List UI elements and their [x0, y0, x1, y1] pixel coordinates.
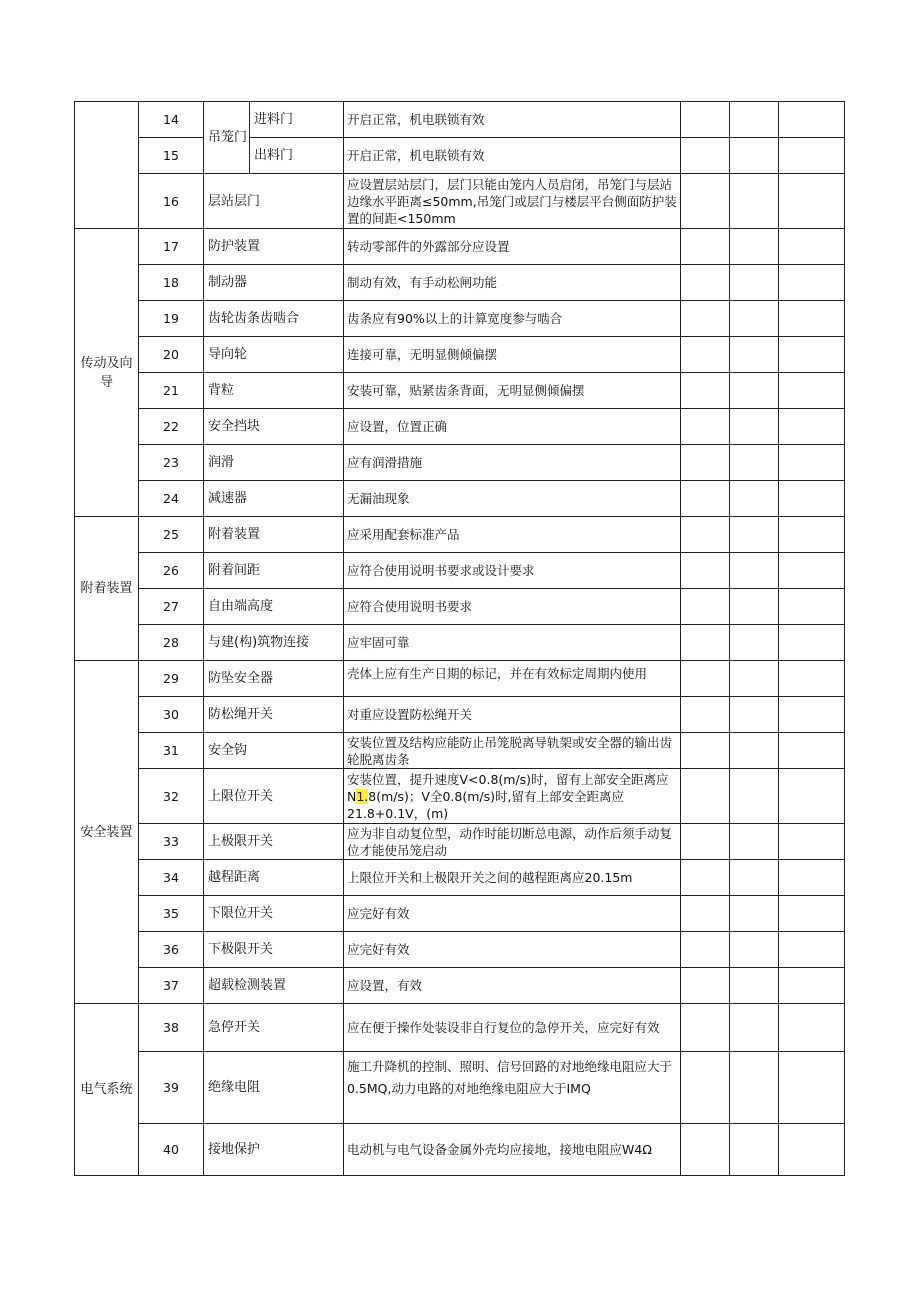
result-cell [730, 373, 779, 409]
remark-cell [779, 625, 845, 661]
requirement-text: 无漏油现象 [344, 481, 681, 517]
item-name: 齿轮齿条齿啮合 [204, 301, 344, 337]
requirement-part: 安装位置，提升速度V<0.8(m/s)时，留有上部安全距离应N [347, 771, 669, 804]
requirement-text: 开启正常，机电联锁有效 [344, 138, 681, 174]
row-number: 26 [139, 553, 204, 589]
result-cell [730, 1124, 779, 1176]
remark-cell [779, 409, 845, 445]
requirement-text: 安装位置及结构应能防止吊笼脱离导轨架或安全器的输出齿轮脱离齿条 [344, 733, 681, 769]
item-name: 层站层门 [204, 174, 344, 229]
result-cell [730, 301, 779, 337]
result-cell [730, 661, 779, 697]
category-cell-attachment: 附着装置 [75, 517, 139, 661]
row-number: 16 [139, 174, 204, 229]
remark-cell [779, 373, 845, 409]
row-number: 21 [139, 373, 204, 409]
row-number: 31 [139, 733, 204, 769]
requirement-text: 对重应设置防松绳开关 [344, 697, 681, 733]
result-cell [681, 860, 730, 896]
remark-cell [779, 337, 845, 373]
result-cell [681, 625, 730, 661]
result-cell [730, 445, 779, 481]
row-number: 38 [139, 1004, 204, 1052]
remark-cell [779, 896, 845, 932]
row-number: 19 [139, 301, 204, 337]
table-row [75, 174, 845, 229]
requirement-part: 8(m/s)；V全0.8(m/s)时,留有上部安全距离应21.8+0.1V，(m) [347, 788, 624, 821]
result-cell [681, 896, 730, 932]
result-cell [730, 968, 779, 1004]
row-number: 27 [139, 589, 204, 625]
requirement-text: 开启正常，机电联锁有效 [344, 102, 681, 138]
table-row [75, 445, 845, 481]
remark-cell [779, 102, 845, 138]
result-cell [730, 860, 779, 896]
table-row [75, 769, 845, 824]
remark-cell [779, 445, 845, 481]
item-name: 接地保护 [204, 1124, 344, 1176]
result-cell [681, 733, 730, 769]
result-cell [681, 1004, 730, 1052]
result-cell [681, 769, 730, 824]
result-cell [681, 481, 730, 517]
result-cell [730, 553, 779, 589]
table-row [75, 337, 845, 373]
item-name: 防护装置 [204, 229, 344, 265]
item-name: 出料门 [250, 138, 344, 174]
remark-cell [779, 481, 845, 517]
remark-cell [779, 824, 845, 860]
requirement-text: 应在便于操作处装设非自行复位的急停开关，应完好有效 [344, 1004, 681, 1052]
table-row [75, 860, 845, 896]
table-row [75, 301, 845, 337]
remark-cell [779, 932, 845, 968]
item-name: 下极限开关 [204, 932, 344, 968]
row-number: 29 [139, 661, 204, 697]
item-name: 制动器 [204, 265, 344, 301]
requirement-text: 应完好有效 [344, 896, 681, 932]
table-row [75, 138, 845, 174]
table-row [75, 517, 845, 553]
remark-cell [779, 733, 845, 769]
remark-cell [779, 661, 845, 697]
requirement-text: 壳体上应有生产日期的标记，并在有效标定周期内使用 [344, 661, 681, 697]
row-number: 30 [139, 697, 204, 733]
result-cell [681, 661, 730, 697]
row-number: 37 [139, 968, 204, 1004]
remark-cell [779, 301, 845, 337]
item-name: 自由端高度 [204, 589, 344, 625]
table-row [75, 932, 845, 968]
item-name: 越程距离 [204, 860, 344, 896]
requirement-text: 应牢固可靠 [344, 625, 681, 661]
category-cell-top [75, 102, 139, 229]
requirement-text: 上限位开关和上极限开关之间的越程距离应20.15m [344, 860, 681, 896]
item-name: 进料门 [250, 102, 344, 138]
result-cell [730, 265, 779, 301]
row-number: 18 [139, 265, 204, 301]
row-number: 34 [139, 860, 204, 896]
result-cell [681, 1052, 730, 1124]
row-number: 25 [139, 517, 204, 553]
result-cell [681, 697, 730, 733]
result-cell [730, 824, 779, 860]
row-number: 35 [139, 896, 204, 932]
table-row [75, 265, 845, 301]
result-cell [730, 733, 779, 769]
table-row [75, 1052, 845, 1124]
item-name: 超载检测装置 [204, 968, 344, 1004]
requirement-text: 制动有效，有手动松闸功能 [344, 265, 681, 301]
result-cell [730, 102, 779, 138]
row-number: 20 [139, 337, 204, 373]
requirement-text: 应设置，有效 [344, 968, 681, 1004]
row-number: 24 [139, 481, 204, 517]
requirement-text: 安装可靠，贴紧齿条背面，无明显侧倾偏摆 [344, 373, 681, 409]
result-cell [681, 301, 730, 337]
item-name: 防坠安全器 [204, 661, 344, 697]
result-cell [681, 932, 730, 968]
result-cell [730, 337, 779, 373]
result-cell [730, 625, 779, 661]
result-cell [681, 824, 730, 860]
result-cell [681, 174, 730, 229]
row-number: 32 [139, 769, 204, 824]
item-name: 导向轮 [204, 337, 344, 373]
cage-door-label: 吊笼门 [204, 102, 250, 174]
result-cell [681, 229, 730, 265]
remark-cell [779, 517, 845, 553]
table-row [75, 896, 845, 932]
remark-cell [779, 229, 845, 265]
result-cell [730, 769, 779, 824]
table-row [75, 733, 845, 769]
table-row [75, 661, 845, 697]
result-cell [681, 373, 730, 409]
category-cell-electrical: 电气系统 [75, 1004, 139, 1176]
remark-cell [779, 553, 845, 589]
table-row [75, 229, 845, 265]
requirement-text: 应为非自动复位型，动作时能切断总电源，动作后须手动复位才能使吊笼启动 [344, 824, 681, 860]
item-name: 附着间距 [204, 553, 344, 589]
item-name: 急停开关 [204, 1004, 344, 1052]
table-row [75, 409, 845, 445]
table-row [75, 373, 845, 409]
table-row [75, 697, 845, 733]
row-number: 15 [139, 138, 204, 174]
requirement-text: 应有润滑措施 [344, 445, 681, 481]
table-row [75, 589, 845, 625]
result-cell [730, 932, 779, 968]
table-row [75, 481, 845, 517]
table-row [75, 968, 845, 1004]
requirement-text: 齿条应有90%以上的计算宽度参与啮合 [344, 301, 681, 337]
requirement-text: 转动零部件的外露部分应设置 [344, 229, 681, 265]
item-name: 安全钩 [204, 733, 344, 769]
remark-cell [779, 138, 845, 174]
item-name: 与建(构)筑物连接 [204, 625, 344, 661]
remark-cell [779, 265, 845, 301]
highlighted-text: 1. [356, 788, 369, 804]
requirement-text: 应符合使用说明书要求 [344, 589, 681, 625]
requirement-text: 施工升降机的控制、照明、信号回路的对地绝缘电阻应大于0.5MQ,动力电路的对地绝缘电阻应大于IMQ [344, 1052, 681, 1124]
item-name: 背粒 [204, 373, 344, 409]
item-name: 安全挡块 [204, 409, 344, 445]
remark-cell [779, 1004, 845, 1052]
result-cell [681, 553, 730, 589]
remark-cell [779, 860, 845, 896]
result-cell [730, 1004, 779, 1052]
result-cell [730, 517, 779, 553]
remark-cell [779, 174, 845, 229]
row-number: 39 [139, 1052, 204, 1124]
row-number: 14 [139, 102, 204, 138]
requirement-text: 应符合使用说明书要求或设计要求 [344, 553, 681, 589]
row-number: 23 [139, 445, 204, 481]
result-cell [681, 968, 730, 1004]
remark-cell [779, 1052, 845, 1124]
category-cell-transmission: 传动及向导 [75, 229, 139, 517]
remark-cell [779, 769, 845, 824]
result-cell [730, 229, 779, 265]
item-name: 润滑 [204, 445, 344, 481]
result-cell [730, 138, 779, 174]
table-row [75, 102, 845, 138]
requirement-text: 应采用配套标准产品 [344, 517, 681, 553]
row-number: 17 [139, 229, 204, 265]
result-cell [681, 589, 730, 625]
result-cell [681, 265, 730, 301]
result-cell [681, 445, 730, 481]
result-cell [681, 102, 730, 138]
table-row [75, 1004, 845, 1052]
inspection-table-sheet [74, 101, 845, 1176]
requirement-text: 电动机与电气设备金属外壳均应接地，接地电阻应W4Ω [344, 1124, 681, 1176]
result-cell [730, 589, 779, 625]
table-row [75, 824, 845, 860]
result-cell [681, 138, 730, 174]
result-cell [681, 517, 730, 553]
category-cell-safety: 安全装置 [75, 661, 139, 1004]
item-name: 防松绳开关 [204, 697, 344, 733]
requirement-text [344, 769, 681, 824]
result-cell [730, 697, 779, 733]
result-cell [681, 337, 730, 373]
result-cell [730, 481, 779, 517]
result-cell [730, 1052, 779, 1124]
result-cell [730, 409, 779, 445]
result-cell [681, 1124, 730, 1176]
requirement-text: 应设置层站层门，层门只能由笼内人员启闭，吊笼门与层站边缘水平距离≤50mm,吊笼门或层门与楼层平台侧面防护装置的间距<150mm [344, 174, 681, 229]
table-row [75, 625, 845, 661]
row-number: 33 [139, 824, 204, 860]
item-name: 附着装置 [204, 517, 344, 553]
table-row [75, 553, 845, 589]
remark-cell [779, 697, 845, 733]
remark-cell [779, 1124, 845, 1176]
table-row [75, 1124, 845, 1176]
requirement-text: 连接可靠，无明显侧倾偏摆 [344, 337, 681, 373]
row-number: 36 [139, 932, 204, 968]
requirement-text: 应完好有效 [344, 932, 681, 968]
remark-cell [779, 589, 845, 625]
result-cell [730, 896, 779, 932]
requirement-text: 应设置，位置正确 [344, 409, 681, 445]
item-name: 减速器 [204, 481, 344, 517]
result-cell [730, 174, 779, 229]
row-number: 28 [139, 625, 204, 661]
remark-cell [779, 968, 845, 1004]
item-name: 绝缘电阻 [204, 1052, 344, 1124]
result-cell [681, 409, 730, 445]
item-name: 上极限开关 [204, 824, 344, 860]
row-number: 40 [139, 1124, 204, 1176]
item-name: 下限位开关 [204, 896, 344, 932]
inspection-table [74, 101, 845, 1176]
item-name: 上限位开关 [204, 769, 344, 824]
row-number: 22 [139, 409, 204, 445]
